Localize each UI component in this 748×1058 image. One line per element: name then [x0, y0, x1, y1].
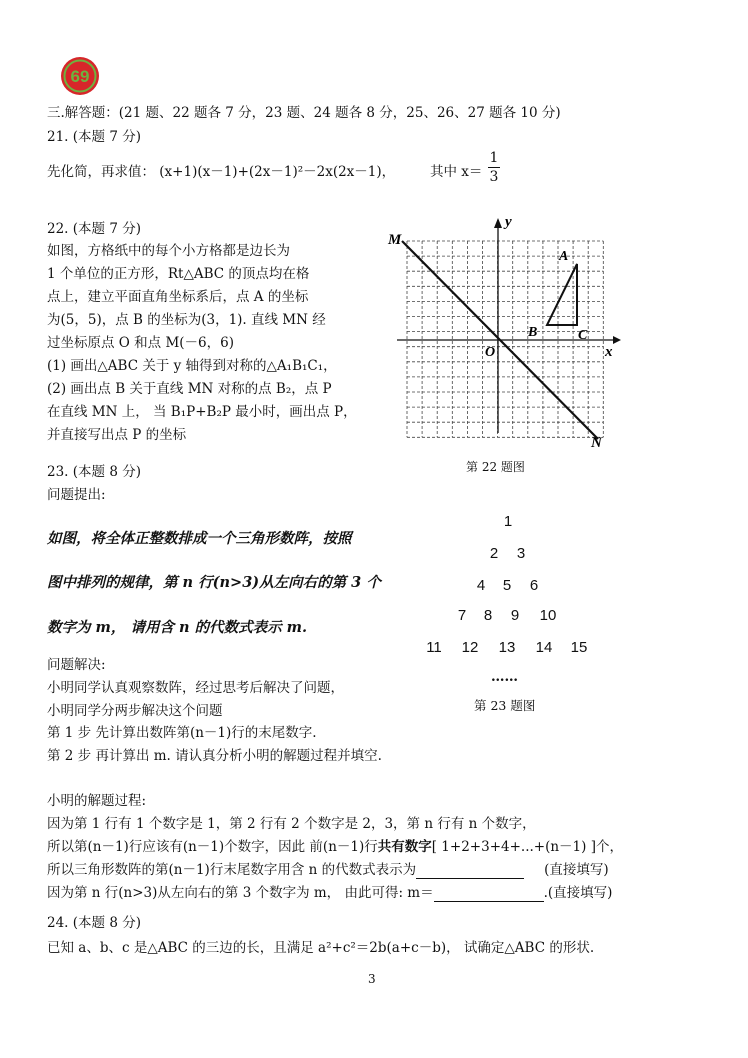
q22-line: 1 个单位的正方形，Rt△ABC 的顶点均在格 [47, 266, 310, 282]
line2-bold: 共有数字 [377, 839, 432, 855]
triangle-number: 8 [483, 607, 493, 624]
q22-line: (2) 画出点 B 关于直线 MN 对称的点 B₂，点 P [47, 381, 332, 397]
triangle-number: 3 [516, 545, 526, 562]
q23-solve-line: 小明同学分两步解决这个问题 [47, 703, 223, 719]
q23-process-line2 [47, 838, 623, 856]
label-o: O [485, 345, 496, 360]
triangle-number: 12 [461, 639, 479, 656]
q23-bold-line: 数字为 m， 请用含 n 的代数式表示 m. [47, 619, 308, 636]
label-n: N [591, 435, 602, 451]
triangle-ellipsis: …… [491, 669, 518, 685]
q23-process-line4 [47, 884, 612, 902]
answer-blank-last-number[interactable] [416, 864, 524, 879]
triangle-abc [547, 264, 577, 325]
q21-fraction [488, 150, 500, 185]
triangle-number: 13 [498, 639, 516, 656]
line4-text: 因为第 n 行(n>3)从左向右的第 3 个数字为 m， 由此可得: m＝ [47, 885, 434, 901]
q22-line: 点上，建立平面直角坐标系后，点 A 的坐标 [47, 289, 309, 305]
label-b: B [528, 325, 538, 340]
line3-text: 所以三角形数阵的第(n－1)行末尾数字用含 n 的代数式表示为 [47, 862, 417, 878]
q22-line: 如图，方格纸中的每个小方格都是边长为 [47, 243, 290, 259]
q22-line: 并直接写出点 P 的坐标 [47, 427, 187, 443]
line2-text: 所以第(n－1)行应该有(n－1)个数字，因此 前(n－1)行 [47, 839, 378, 855]
triangle-number: 6 [529, 577, 539, 594]
triangle-number: 7 [457, 607, 467, 624]
triangle-number: 9 [510, 607, 520, 624]
q22-line: 在直线 MN 上， 当 B₁P+B₂P 最小时，画出点 P， [47, 404, 357, 420]
label-a: A [559, 249, 569, 264]
q24-body: 已知 a、b、c 是△ABC 的三边的长，且满足 a²+c²＝2b(a+c－b)， 试确定△ABC 的形状. [47, 940, 595, 956]
q23-solve-line: 第 2 步 再计算出 m. 请认真分析小明的解题过程并填空. [47, 748, 382, 764]
q21-frac-den: 3 [489, 169, 499, 185]
q22-line: (1) 画出△ABC 关于 y 轴得到对称的△A₁B₁C₁， [47, 358, 337, 374]
q23-solve-line: 第 1 步 先计算出数阵第(n－1)行的末尾数字. [47, 725, 317, 741]
triangle-number: 2 [489, 545, 499, 562]
q23-process-line: 因为第 1 行有 1 个数字是 1，第 2 行有 2 个数字是 2，3，第 n 行有 n 个数字， [47, 816, 536, 832]
q23-solve-label: 问题解决: [47, 657, 106, 673]
q23-process-label: 小明的解题过程: [47, 793, 147, 809]
label-m: M [388, 232, 402, 248]
line3-hint: (直接填写) [544, 862, 609, 878]
triangle-number: 4 [476, 577, 486, 594]
q23-prompt-label: 问题提出: [47, 487, 106, 503]
line4-hint: .(直接填写) [543, 885, 613, 901]
page-number: 3 [368, 972, 376, 986]
logo-text: 69 [70, 67, 90, 86]
q23-title: 23. (本题 8 分) [47, 464, 141, 480]
q22-title: 22. (本题 7 分) [47, 221, 141, 237]
triangle-number: 11 [426, 639, 442, 656]
answer-blank-m[interactable] [434, 887, 544, 902]
q24-title: 24. (本题 8 分) [47, 915, 141, 931]
triangle-number: 15 [570, 639, 588, 656]
q21-frac-num: 1 [489, 150, 499, 166]
school-logo [60, 56, 100, 96]
q23-figure-caption: 第 23 题图 [474, 698, 536, 713]
q23-process-line3 [47, 861, 609, 879]
q22-line: 为(5，5)，点 B 的坐标为(3，1). 直线 MN 经 [47, 312, 326, 328]
coordinate-grid-figure [385, 208, 625, 453]
section-header: 三.解答题：(21 题、22 题各 7 分，23 题、24 题各 8 分，25、26、27 题各 10 分) [47, 105, 561, 121]
triangle-number: 5 [502, 577, 512, 594]
q21-body: 先化简，再求值： (x+1)(x－1)+(2x－1)²－2x(2x－1)， [47, 164, 396, 180]
q21-title: 21. (本题 7 分) [47, 129, 141, 145]
q23-bold-line: 图中排列的规律，第 n 行(n>3)从左向右的第 3 个 [47, 574, 381, 591]
label-c: C [578, 328, 588, 343]
label-x: x [605, 344, 613, 360]
triangle-number: 10 [539, 607, 557, 624]
y-axis-arrow [494, 218, 502, 228]
q23-bold-line: 如图，将全体正整数排成一个三角形数阵，按照 [47, 530, 352, 547]
triangle-number: 14 [535, 639, 553, 656]
line2-bracket: [ 1+2+3+4+...+(n－1) ]个， [431, 839, 623, 855]
q22-figure-caption: 第 22 题图 [466, 460, 525, 474]
triangle-number: 1 [503, 513, 513, 530]
label-y: y [505, 214, 512, 230]
q22-line: 过坐标原点 O 和点 M(－6，6) [47, 335, 234, 351]
q23-solve-line: 小明同学认真观察数阵，经过思考后解决了问题， [47, 680, 344, 696]
x-axis-arrow [613, 336, 621, 344]
q21-condition: 其中 x＝ [430, 164, 483, 180]
